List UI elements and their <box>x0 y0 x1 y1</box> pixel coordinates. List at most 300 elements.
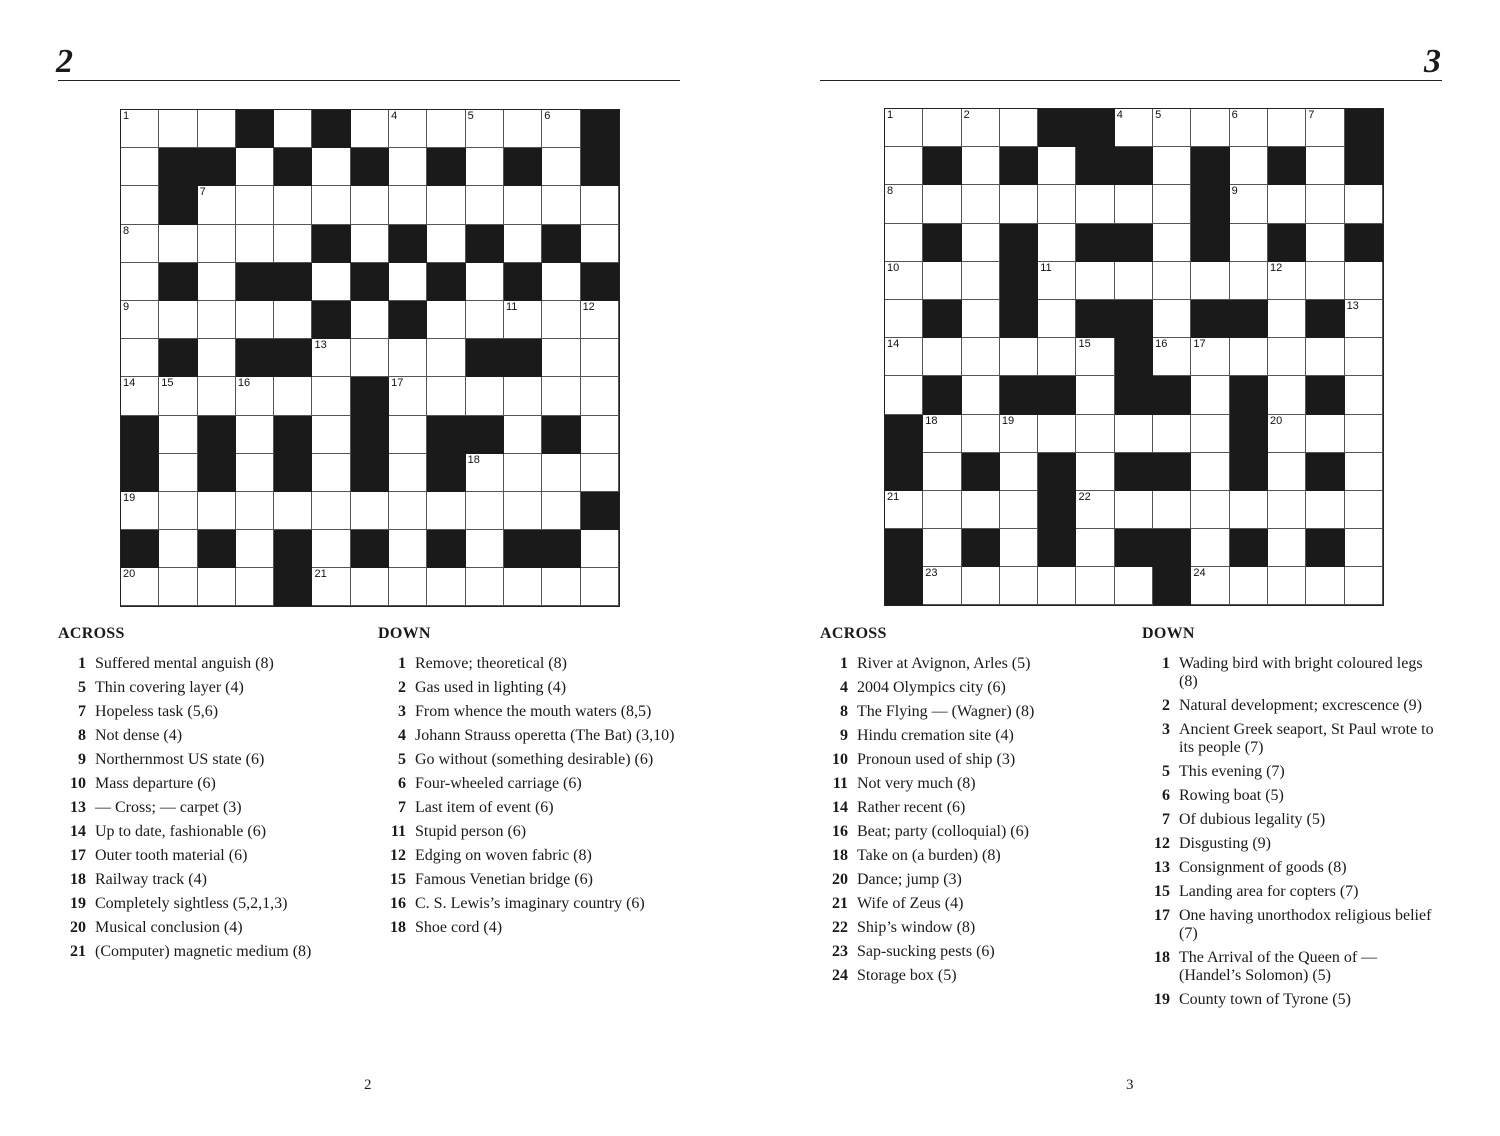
clue-item <box>1142 907 1442 943</box>
grid-cell-black <box>389 225 427 263</box>
grid-cell[interactable] <box>581 377 619 415</box>
grid-cell[interactable] <box>1345 262 1383 300</box>
grid-cell[interactable] <box>1000 529 1038 567</box>
grid-cell[interactable] <box>1306 262 1344 300</box>
grid-cell[interactable] <box>159 416 197 454</box>
grid-cell[interactable] <box>389 263 427 301</box>
grid-cell[interactable] <box>923 262 961 300</box>
clue-number-label: 17 <box>391 377 404 390</box>
grid-cell[interactable] <box>1076 415 1114 453</box>
grid-cell[interactable] <box>159 110 197 148</box>
grid-cell[interactable] <box>1230 185 1268 223</box>
grid-cell[interactable] <box>198 301 236 339</box>
grid-cell[interactable] <box>1076 338 1114 376</box>
grid-cell[interactable] <box>1000 185 1038 223</box>
grid-cell[interactable] <box>351 110 389 148</box>
grid-cell[interactable] <box>504 186 542 224</box>
grid-cell[interactable] <box>542 263 580 301</box>
clue-text: (Computer) magnetic medium (8) <box>95 943 312 960</box>
grid-cell[interactable] <box>466 377 504 415</box>
clue-number-label: 12 <box>582 300 595 313</box>
grid-cell[interactable] <box>351 568 389 606</box>
grid-cell[interactable] <box>427 377 465 415</box>
grid-cell[interactable] <box>159 301 197 339</box>
grid-cell[interactable] <box>312 492 350 530</box>
grid-cell-black <box>1115 376 1153 414</box>
grid-cell[interactable] <box>581 530 619 568</box>
grid-cell[interactable] <box>1076 567 1114 605</box>
grid-cell[interactable] <box>1038 338 1076 376</box>
grid-cell[interactable] <box>159 377 197 415</box>
grid-cell[interactable] <box>1191 415 1229 453</box>
grid-cell[interactable] <box>1268 453 1306 491</box>
grid-cell-black <box>1191 147 1229 185</box>
clue-number-label: 8 <box>887 185 894 198</box>
grid-cell[interactable] <box>466 148 504 186</box>
grid-cell[interactable] <box>1153 224 1191 262</box>
grid-cell[interactable] <box>312 416 350 454</box>
clue-number-label: 13 <box>1346 299 1359 312</box>
grid-cell[interactable] <box>581 416 619 454</box>
folio-page-number: 2 <box>364 1077 372 1093</box>
grid-cell[interactable] <box>923 109 961 147</box>
grid-cell[interactable] <box>1038 300 1076 338</box>
grid-cell[interactable] <box>542 148 580 186</box>
grid-cell[interactable] <box>389 454 427 492</box>
grid-cell[interactable] <box>504 301 542 339</box>
grid-cell[interactable] <box>1268 185 1306 223</box>
clue-number: 5 <box>78 679 86 696</box>
grid-cell[interactable] <box>159 492 197 530</box>
clue-item <box>378 799 698 817</box>
grid-cell[interactable] <box>236 416 274 454</box>
grid-cell[interactable] <box>312 568 350 606</box>
grid-cell[interactable] <box>1076 529 1114 567</box>
grid-cell[interactable] <box>542 186 580 224</box>
grid-cell[interactable] <box>389 416 427 454</box>
grid-cell[interactable] <box>198 339 236 377</box>
grid-cell[interactable] <box>427 225 465 263</box>
grid-cell[interactable] <box>581 225 619 263</box>
grid-cell[interactable] <box>121 186 159 224</box>
grid-cell[interactable] <box>274 301 312 339</box>
grid-cell[interactable] <box>1345 338 1383 376</box>
grid-cell[interactable] <box>504 568 542 606</box>
grid-cell[interactable] <box>542 568 580 606</box>
grid-cell[interactable] <box>1345 567 1383 605</box>
grid-cell[interactable] <box>1345 453 1383 491</box>
grid-cell[interactable] <box>923 453 961 491</box>
grid-cell[interactable] <box>1115 567 1153 605</box>
grid-cell[interactable] <box>962 300 1000 338</box>
grid-cell[interactable] <box>427 492 465 530</box>
clue-item <box>58 751 358 769</box>
grid-cell[interactable] <box>1345 300 1383 338</box>
clue-item <box>1142 697 1442 715</box>
grid-cell[interactable] <box>236 225 274 263</box>
grid-cell[interactable] <box>159 225 197 263</box>
grid-cell[interactable] <box>1115 415 1153 453</box>
grid-cell[interactable] <box>1153 491 1191 529</box>
grid-cell[interactable] <box>885 376 923 414</box>
clue-number: 14 <box>70 823 86 840</box>
grid-cell[interactable] <box>351 186 389 224</box>
grid-cell[interactable] <box>466 110 504 148</box>
grid-cell[interactable] <box>542 377 580 415</box>
grid-cell[interactable] <box>504 110 542 148</box>
clue-number-label: 18 <box>467 453 480 466</box>
grid-cell[interactable] <box>312 530 350 568</box>
grid-cell[interactable] <box>1306 415 1344 453</box>
clue-number: 16 <box>390 895 406 912</box>
grid-cell[interactable] <box>1230 109 1268 147</box>
clue-number-label: 14 <box>887 338 900 351</box>
grid-cell[interactable] <box>885 147 923 185</box>
grid-cell[interactable] <box>542 301 580 339</box>
clue-text: River at Avignon, Arles (5) <box>857 655 1031 672</box>
grid-cell-black <box>312 110 350 148</box>
grid-cell[interactable] <box>389 110 427 148</box>
grid-cell[interactable] <box>923 529 961 567</box>
grid-cell[interactable] <box>121 377 159 415</box>
grid-cell[interactable] <box>542 492 580 530</box>
grid-cell[interactable] <box>198 377 236 415</box>
grid-cell[interactable] <box>198 110 236 148</box>
grid-cell[interactable] <box>1191 453 1229 491</box>
grid-cell[interactable] <box>1345 376 1383 414</box>
clue-item <box>378 655 698 673</box>
grid-cell[interactable] <box>121 339 159 377</box>
grid-cell[interactable] <box>427 339 465 377</box>
grid-cell[interactable] <box>885 185 923 223</box>
grid-cell-black <box>1268 224 1306 262</box>
grid-cell[interactable] <box>1306 185 1344 223</box>
grid-cell[interactable] <box>236 301 274 339</box>
grid-cell[interactable] <box>198 263 236 301</box>
grid-cell[interactable] <box>1076 376 1114 414</box>
grid-cell[interactable] <box>427 186 465 224</box>
grid-cell[interactable] <box>923 567 961 605</box>
grid-cell[interactable] <box>1153 262 1191 300</box>
grid-cell[interactable] <box>1191 567 1229 605</box>
grid-cell[interactable] <box>1000 567 1038 605</box>
clue-text: Pronoun used of ship (3) <box>857 751 1016 768</box>
clue-number: 19 <box>70 895 86 912</box>
grid-cell[interactable] <box>198 186 236 224</box>
grid-cell[interactable] <box>1191 109 1229 147</box>
grid-cell[interactable] <box>1000 338 1038 376</box>
grid-cell[interactable] <box>466 568 504 606</box>
grid-cell[interactable] <box>962 415 1000 453</box>
grid-cell[interactable] <box>236 568 274 606</box>
clue-number-label: 16 <box>237 377 251 390</box>
clue-number-label: 21 <box>887 490 900 503</box>
clue-text: Suffered mental anguish (8) <box>95 655 274 672</box>
grid-cell[interactable] <box>1306 567 1344 605</box>
grid-cell-black <box>1230 415 1268 453</box>
grid-cell[interactable] <box>1038 415 1076 453</box>
grid-cell[interactable] <box>581 186 619 224</box>
grid-cell[interactable] <box>466 301 504 339</box>
grid-cell[interactable] <box>466 530 504 568</box>
grid-cell[interactable] <box>236 148 274 186</box>
grid-cell[interactable] <box>962 567 1000 605</box>
grid-cell[interactable] <box>312 186 350 224</box>
grid-cell[interactable] <box>351 492 389 530</box>
grid-cell-black <box>581 148 619 186</box>
clue-item <box>378 895 698 913</box>
grid-cell[interactable] <box>962 262 1000 300</box>
grid-cell[interactable] <box>504 454 542 492</box>
grid-cell[interactable] <box>236 492 274 530</box>
grid-cell[interactable] <box>1191 338 1229 376</box>
grid-cell[interactable] <box>236 186 274 224</box>
grid-cell[interactable] <box>1268 567 1306 605</box>
grid-cell[interactable] <box>351 225 389 263</box>
grid-cell[interactable] <box>198 492 236 530</box>
clue-text: Shoe cord (4) <box>415 919 503 936</box>
grid-cell[interactable] <box>1076 491 1114 529</box>
grid-cell[interactable] <box>1115 185 1153 223</box>
grid-cell[interactable] <box>962 224 1000 262</box>
grid-cell[interactable] <box>312 339 350 377</box>
clue-item <box>820 799 1120 817</box>
grid-cell[interactable] <box>581 339 619 377</box>
grid-cell[interactable] <box>1230 224 1268 262</box>
grid-cell[interactable] <box>1076 185 1114 223</box>
grid-cell[interactable] <box>1191 491 1229 529</box>
grid-cell[interactable] <box>236 377 274 415</box>
clue-number-label: 7 <box>1308 109 1315 121</box>
grid-cell[interactable] <box>504 225 542 263</box>
grid-cell[interactable] <box>542 454 580 492</box>
clue-item <box>58 727 358 745</box>
grid-cell[interactable] <box>1306 224 1344 262</box>
clue-text: Of dubious legality (5) <box>1179 811 1326 828</box>
grid-cell[interactable] <box>962 376 1000 414</box>
grid-cell[interactable] <box>581 454 619 492</box>
grid-cell[interactable] <box>1268 300 1306 338</box>
grid-cell[interactable] <box>1115 491 1153 529</box>
down-clue-list <box>378 655 698 937</box>
grid-cell-black <box>1076 109 1114 147</box>
grid-cell[interactable] <box>236 454 274 492</box>
grid-cell-black <box>198 416 236 454</box>
grid-cell[interactable] <box>274 225 312 263</box>
grid-cell[interactable] <box>1000 491 1038 529</box>
grid-cell[interactable] <box>1268 338 1306 376</box>
grid-cell-black <box>885 567 923 605</box>
clue-text: Edging on woven fabric (8) <box>415 847 592 864</box>
grid-cell[interactable] <box>1153 338 1191 376</box>
grid-cell[interactable] <box>198 568 236 606</box>
grid-cell[interactable] <box>121 301 159 339</box>
grid-cell[interactable] <box>1038 147 1076 185</box>
grid-cell-black <box>159 148 197 186</box>
grid-cell[interactable] <box>504 377 542 415</box>
grid-cell[interactable] <box>1306 338 1344 376</box>
grid-cell[interactable] <box>962 338 1000 376</box>
grid-cell[interactable] <box>121 110 159 148</box>
clue-number: 13 <box>1154 859 1170 876</box>
grid-cell[interactable] <box>1038 567 1076 605</box>
clue-text: Gas used in lighting (4) <box>415 679 567 696</box>
grid-cell[interactable] <box>1306 491 1344 529</box>
grid-cell[interactable] <box>121 492 159 530</box>
grid-cell[interactable] <box>312 377 350 415</box>
grid-cell[interactable] <box>542 339 580 377</box>
grid-cell[interactable] <box>1191 262 1229 300</box>
grid-cell[interactable] <box>312 263 350 301</box>
clue-number: 6 <box>398 775 406 792</box>
grid-cell[interactable] <box>466 263 504 301</box>
grid-cell[interactable] <box>389 377 427 415</box>
grid-cell[interactable] <box>1153 109 1191 147</box>
grid-cell[interactable] <box>885 109 923 147</box>
clue-number-label: 1 <box>887 109 894 121</box>
grid-cell[interactable] <box>1153 185 1191 223</box>
grid-cell[interactable] <box>962 147 1000 185</box>
grid-cell[interactable] <box>236 530 274 568</box>
grid-cell[interactable] <box>1153 300 1191 338</box>
grid-cell[interactable] <box>1038 262 1076 300</box>
grid-cell[interactable] <box>581 301 619 339</box>
grid-cell[interactable] <box>1115 262 1153 300</box>
grid-cell[interactable] <box>198 225 236 263</box>
grid-cell[interactable] <box>351 339 389 377</box>
clue-text: Mass departure (6) <box>95 775 216 792</box>
grid-cell[interactable] <box>1306 147 1344 185</box>
grid-cell-black <box>581 263 619 301</box>
grid-cell[interactable] <box>581 568 619 606</box>
grid-cell[interactable] <box>1000 109 1038 147</box>
grid-cell[interactable] <box>1345 491 1383 529</box>
clue-number-label: 6 <box>544 110 551 122</box>
grid-cell[interactable] <box>504 416 542 454</box>
grid-cell[interactable] <box>466 454 504 492</box>
grid-cell[interactable] <box>1076 453 1114 491</box>
grid-cell[interactable] <box>389 339 427 377</box>
grid-cell[interactable] <box>504 492 542 530</box>
grid-cell[interactable] <box>885 224 923 262</box>
grid-cell[interactable] <box>274 186 312 224</box>
clue-item <box>58 679 358 697</box>
grid-cell[interactable] <box>923 185 961 223</box>
grid-cell[interactable] <box>1000 415 1038 453</box>
clue-item <box>820 823 1120 841</box>
grid-cell-black <box>198 148 236 186</box>
grid-cell[interactable] <box>885 262 923 300</box>
grid-cell[interactable] <box>427 301 465 339</box>
grid-cell[interactable] <box>1345 185 1383 223</box>
clue-number-label: 2 <box>963 109 970 121</box>
grid-cell[interactable] <box>542 110 580 148</box>
grid-cell[interactable] <box>1000 453 1038 491</box>
grid-cell[interactable] <box>1191 376 1229 414</box>
grid-cell[interactable] <box>885 491 923 529</box>
grid-cell[interactable] <box>121 225 159 263</box>
grid-cell[interactable] <box>1115 109 1153 147</box>
grid-cell[interactable] <box>1076 262 1114 300</box>
clue-item <box>1142 883 1442 901</box>
grid-cell[interactable] <box>159 530 197 568</box>
grid-cell[interactable] <box>312 148 350 186</box>
grid-cell[interactable] <box>1038 185 1076 223</box>
grid-cell[interactable] <box>1268 529 1306 567</box>
grid-cell[interactable] <box>885 300 923 338</box>
grid-cell[interactable] <box>1230 147 1268 185</box>
grid-cell[interactable] <box>1230 262 1268 300</box>
grid-cell[interactable] <box>1268 376 1306 414</box>
grid-cell[interactable] <box>121 263 159 301</box>
grid-cell[interactable] <box>389 148 427 186</box>
grid-cell[interactable] <box>466 492 504 530</box>
clue-number: 3 <box>398 703 406 720</box>
grid-cell[interactable] <box>1268 491 1306 529</box>
grid-cell[interactable] <box>389 530 427 568</box>
grid-cell[interactable] <box>923 338 961 376</box>
clue-number-label: 15 <box>161 377 174 390</box>
header-rule <box>58 80 680 81</box>
grid-cell[interactable] <box>1191 529 1229 567</box>
grid-cell-black <box>1153 529 1191 567</box>
clue-number-label: 19 <box>123 491 136 504</box>
grid-cell[interactable] <box>1345 529 1383 567</box>
clue-number-label: 23 <box>925 567 938 580</box>
grid-cell-black <box>1038 376 1076 414</box>
grid-cell[interactable] <box>389 492 427 530</box>
grid-cell[interactable] <box>885 338 923 376</box>
grid-cell[interactable] <box>121 148 159 186</box>
grid-cell[interactable] <box>923 491 961 529</box>
grid-cell[interactable] <box>159 454 197 492</box>
grid-cell[interactable] <box>1268 262 1306 300</box>
grid-cell[interactable] <box>1038 224 1076 262</box>
grid-cell[interactable] <box>121 568 159 606</box>
grid-cell[interactable] <box>962 109 1000 147</box>
grid-cell[interactable] <box>962 491 1000 529</box>
grid-cell[interactable] <box>1230 338 1268 376</box>
clue-item <box>820 751 1120 769</box>
grid-cell[interactable] <box>274 377 312 415</box>
grid-cell[interactable] <box>1230 491 1268 529</box>
grid-cell[interactable] <box>962 185 1000 223</box>
grid-cell[interactable] <box>1268 415 1306 453</box>
grid-cell[interactable] <box>1268 109 1306 147</box>
grid-cell[interactable] <box>389 568 427 606</box>
grid-cell[interactable] <box>1153 147 1191 185</box>
grid-cell[interactable] <box>389 186 427 224</box>
grid-cell[interactable] <box>159 568 197 606</box>
grid-cell[interactable] <box>1230 567 1268 605</box>
clue-number-label: 6 <box>1231 109 1238 121</box>
grid-cell[interactable] <box>427 568 465 606</box>
grid-cell[interactable] <box>466 186 504 224</box>
clue-number-label: 20 <box>1269 414 1283 427</box>
grid-cell-black <box>1191 185 1229 223</box>
grid-cell[interactable] <box>1306 109 1344 147</box>
grid-cell[interactable] <box>274 110 312 148</box>
down-heading: DOWN <box>1142 625 1195 642</box>
grid-cell[interactable] <box>427 110 465 148</box>
grid-cell[interactable] <box>923 415 961 453</box>
grid-cell[interactable] <box>1345 415 1383 453</box>
grid-cell-black <box>885 453 923 491</box>
grid-cell[interactable] <box>1153 415 1191 453</box>
grid-cell[interactable] <box>312 454 350 492</box>
grid-cell[interactable] <box>274 492 312 530</box>
grid-cell[interactable] <box>351 301 389 339</box>
